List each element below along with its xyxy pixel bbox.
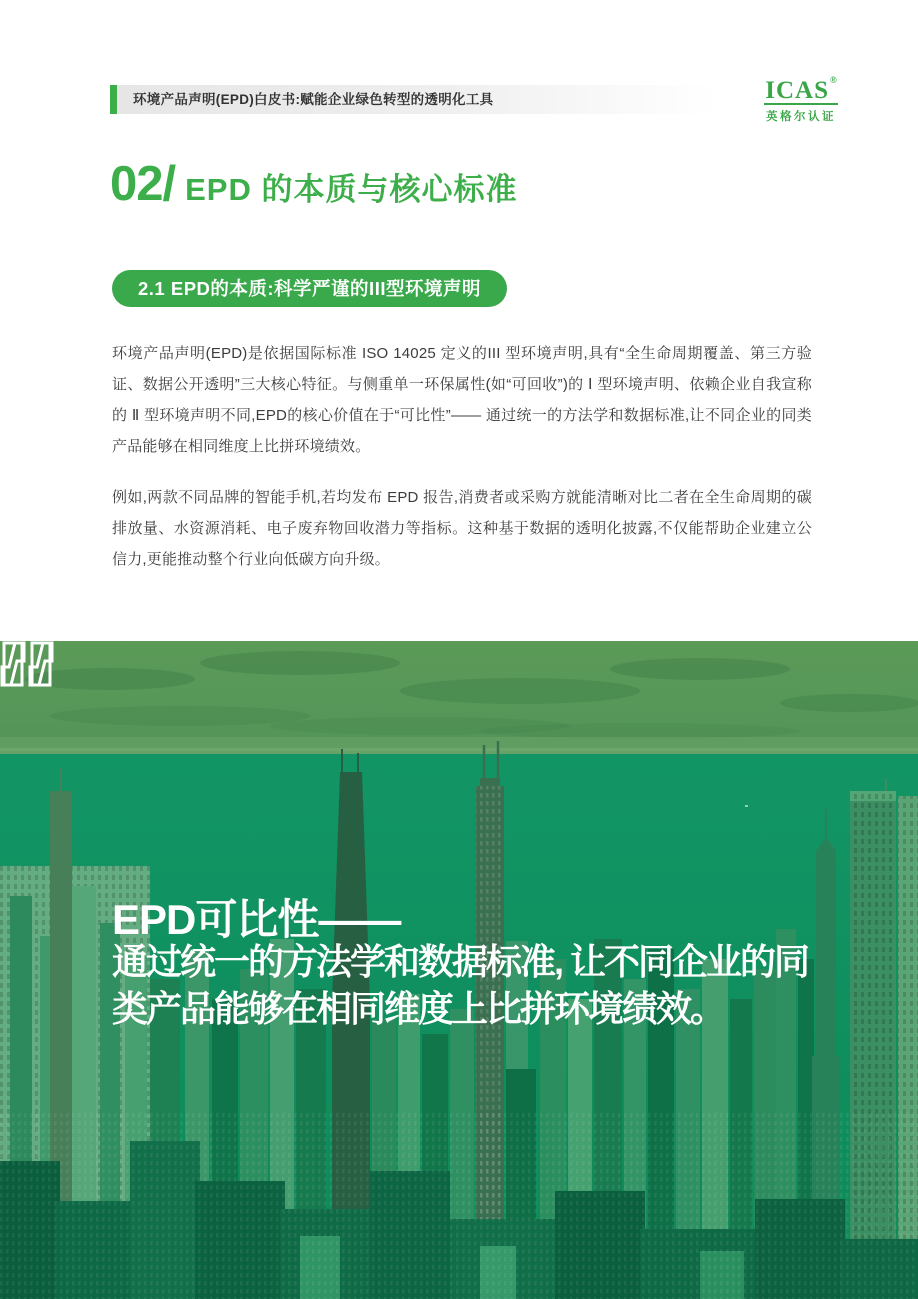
section-heading [110,157,518,211]
body-paragraph-1: 环境产品声明(EPD)是依据国际标准 ISO 14025 定义的III 型环境声明,具有“全生命周期覆盖、第三方验证、数据公开透明”三大核心特征。与侧重单一环保属性(如“可回收”)的 Ⅰ 型环境声明、依赖企业自我宣称的 Ⅱ 型环境声明不同,EPD的核心价值在于“可比性”—— 通过统一的方法学和数据标准,让不同企业的同类产品能够在相同维度上比拼环境绩效。 [112,345,812,455]
header-title: 环境产品声明(EPD)白皮书:赋能企业绿色转型的透明化工具 [133,92,494,107]
icas-logo-subtitle: 英格尔认证 [766,111,836,123]
icas-logo [758,75,844,124]
hero-image-section [0,641,918,1299]
body-paragraph-2: 例如,两款不同品牌的智能手机,若均发布 EPD 报告,消费者或采购方就能清晰对比二者在全生命周期的碳排放量、水资源消耗、电子废弃物回收潜力等指标。这种基于数据的透明化披露,不仅能帮助企业建立公信力,更能推动整个行业向低碳方向升级。 [112,489,812,568]
quote-heading: EPD可比性—— [112,896,401,943]
section-title-text: EPD 的本质与核心标准 [185,172,518,207]
quote-close-icon [0,641,54,687]
icas-logo-wordmark [764,75,838,105]
header-band [117,85,717,114]
subsection-badge: 2.1 EPD的本质:科学严谨的III型环境声明 [112,270,507,307]
quote-line-1: 通过统一的方法学和数据标准, 让不同企业的同 [112,941,809,982]
quote-body [112,938,808,1032]
registered-trademark-icon: ® [830,75,838,85]
quote-line-2: 类产品能够在相同维度上比拼环境绩效。 [112,988,725,1029]
header-accent-bar [110,85,117,114]
section-number: 02/ [110,157,176,211]
icas-logo-text: ICAS [765,77,829,104]
